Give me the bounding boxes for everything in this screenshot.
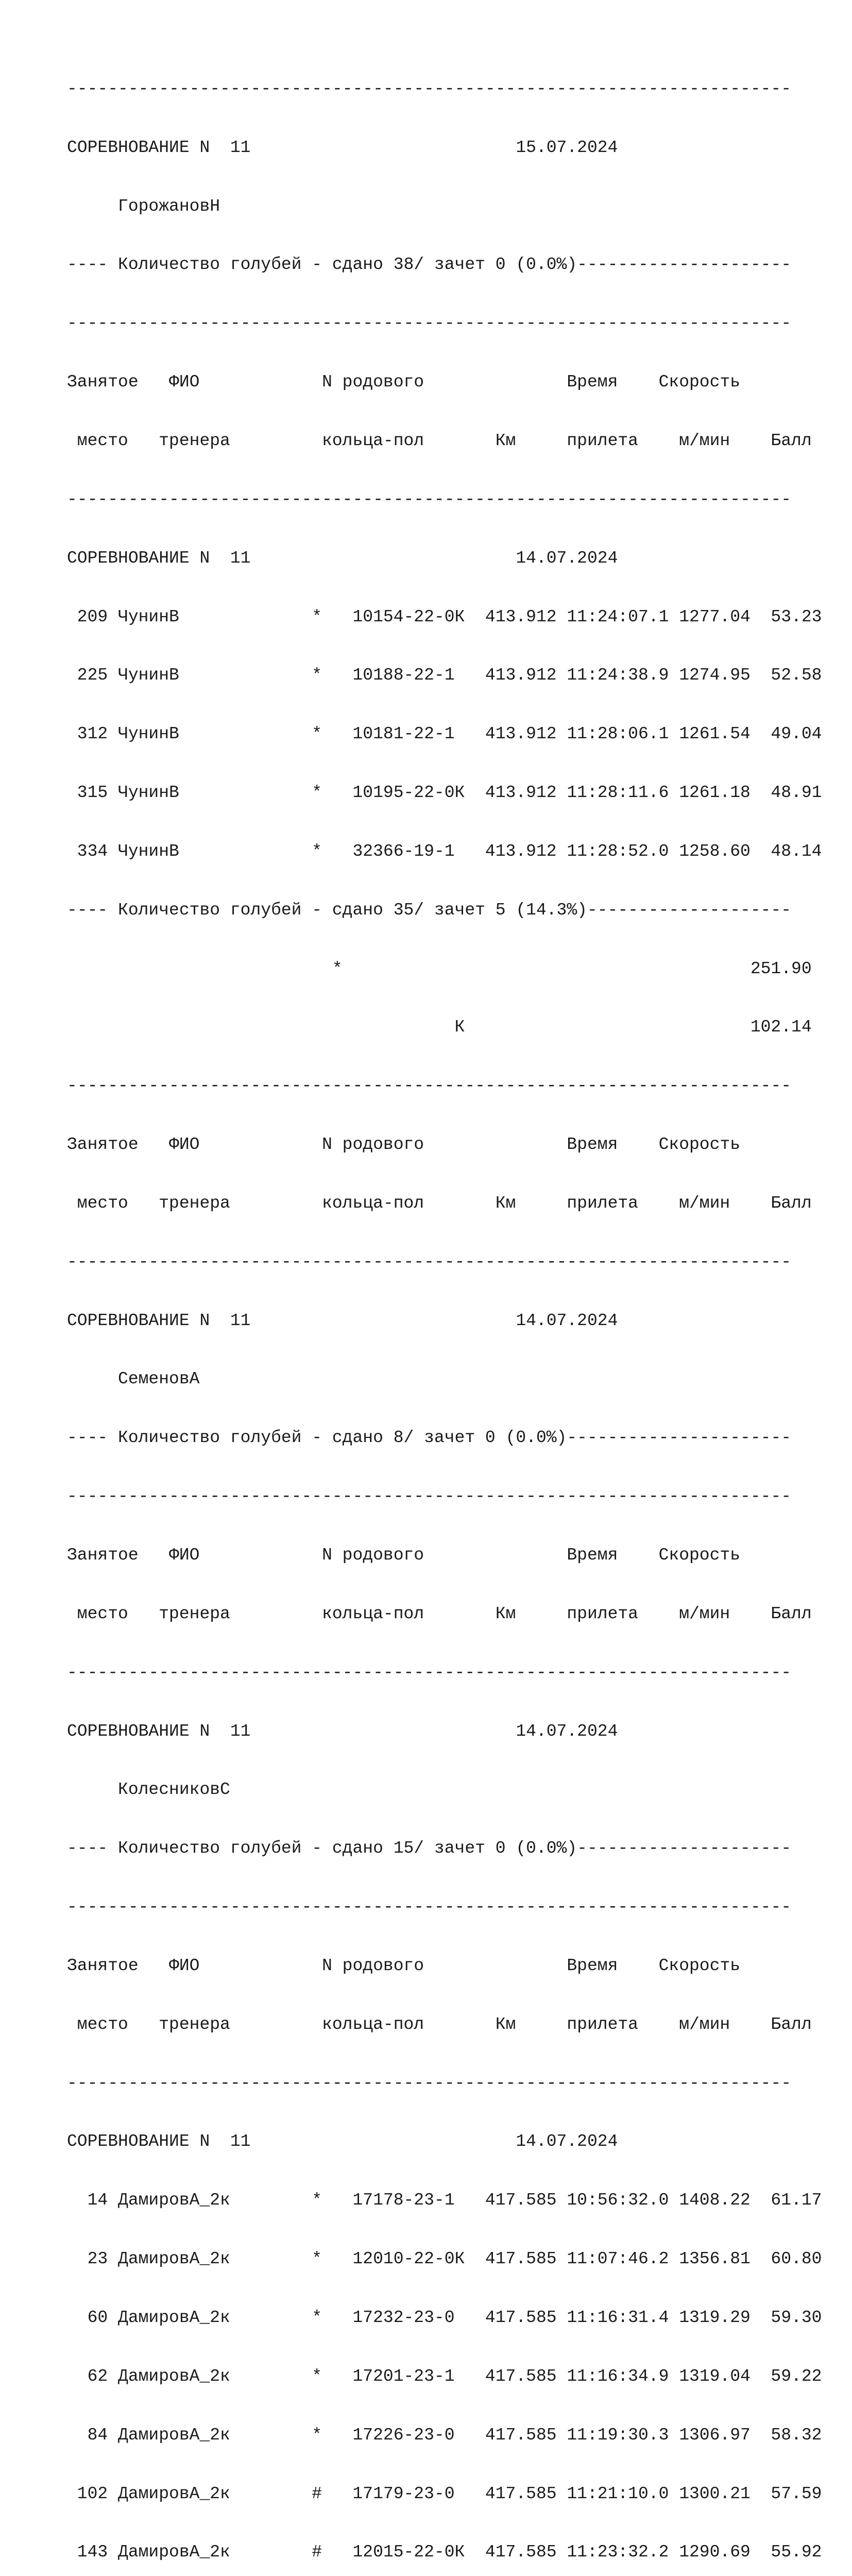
- score-total-star: * 251.90: [67, 959, 812, 978]
- result-row: 14 ДамировА_2к * 17178-23-1 417.585 10:56:32.0 1408.22 61.17: [67, 2191, 822, 2210]
- result-row: 334 ЧунинВ * 32366-19-1 413.912 11:28:52.0 1258.60 48.14: [67, 841, 822, 861]
- column-headers-row1: Занятое ФИО N родового Время Скорость: [67, 1135, 741, 1155]
- result-row: 62 ДамировА_2к * 17201-23-1 417.585 11:16:34.9 1319.04 59.22: [67, 2366, 822, 2386]
- pigeon-count-summary: ---- Количество голубей - сдано 38/ зачет 0 (0.0%)---------------------: [67, 255, 792, 275]
- result-row: 84 ДамировА_2к * 17226-23-0 417.585 11:19:30.3 1306.97 58.32: [67, 2425, 822, 2445]
- result-row: 23 ДамировА_2к * 12010-22-0К 417.585 11:07:46.2 1356.81 60.80: [67, 2249, 822, 2269]
- competition-header: СОРЕВНОВАНИЕ N 11 15.07.2024: [67, 138, 618, 157]
- trainer-name: КолесниковС: [67, 1780, 230, 1800]
- column-headers-row1: Занятое ФИО N родового Время Скорость: [67, 1546, 741, 1565]
- competition-header: СОРЕВНОВАНИЕ N 11 14.07.2024: [67, 2132, 618, 2151]
- divider-line: -----------------------------------------------------------------------: [67, 489, 792, 509]
- divider-line: -----------------------------------------------------------------------: [67, 314, 792, 333]
- column-headers-row2: место тренера кольца-пол Км прилета м/мин Балл: [67, 1193, 812, 1213]
- results-sheet: [67, 40, 822, 2576]
- column-headers-row2: место тренера кольца-пол Км прилета м/мин Балл: [67, 431, 812, 450]
- result-row: 102 ДамировА_2к # 17179-23-0 417.585 11:21:10.0 1300.21 57.59: [67, 2484, 822, 2503]
- divider-line: -----------------------------------------------------------------------: [67, 1487, 792, 1506]
- divider-line: -----------------------------------------------------------------------: [67, 79, 792, 98]
- score-total-k: К 102.14: [67, 1018, 812, 1037]
- result-row: 315 ЧунинВ * 10195-22-0К 413.912 11:28:11.6 1261.18 48.91: [67, 783, 822, 803]
- competition-header: СОРЕВНОВАНИЕ N 11 14.07.2024: [67, 1721, 618, 1741]
- divider-line: -----------------------------------------------------------------------: [67, 2073, 792, 2093]
- divider-line: -----------------------------------------------------------------------: [67, 1663, 792, 1682]
- column-headers-row2: место тренера кольца-пол Км прилета м/мин Балл: [67, 1604, 812, 1623]
- trainer-name: ГорожановН: [67, 196, 220, 216]
- trainer-name: СеменовА: [67, 1369, 200, 1389]
- competition-header: СОРЕВНОВАНИЕ N 11 14.07.2024: [67, 548, 618, 568]
- pigeon-count-summary: ---- Количество голубей - сдано 35/ зачет 5 (14.3%)--------------------: [67, 900, 792, 920]
- competition-header: СОРЕВНОВАНИЕ N 11 14.07.2024: [67, 1311, 618, 1330]
- pigeon-count-summary: ---- Количество голубей - сдано 15/ зачет 0 (0.0%)---------------------: [67, 1839, 792, 1858]
- column-headers-row2: место тренера кольца-пол Км прилета м/мин Балл: [67, 2014, 812, 2034]
- divider-line: -----------------------------------------------------------------------: [67, 1897, 792, 1917]
- result-row: 225 ЧунинВ * 10188-22-1 413.912 11:24:38.9 1274.95 52.58: [67, 666, 822, 685]
- column-headers-row1: Занятое ФИО N родового Время Скорость: [67, 372, 741, 392]
- divider-line: -----------------------------------------------------------------------: [67, 1076, 792, 1096]
- result-row: 312 ЧунинВ * 10181-22-1 413.912 11:28:06.1 1261.54 49.04: [67, 724, 822, 744]
- pigeon-count-summary: ---- Количество голубей - сдано 8/ зачет 0 (0.0%)----------------------: [67, 1428, 792, 1448]
- result-row: 209 ЧунинВ * 10154-22-0К 413.912 11:24:07.1 1277.04 53.23: [67, 607, 822, 626]
- divider-line: -----------------------------------------------------------------------: [67, 1252, 792, 1272]
- result-row: 143 ДамировА_2к # 12015-22-0К 417.585 11:23:32.2 1290.69 55.92: [67, 2543, 822, 2562]
- column-headers-row1: Занятое ФИО N родового Время Скорость: [67, 1956, 741, 1975]
- result-row: 60 ДамировА_2к * 17232-23-0 417.585 11:16:31.4 1319.29 59.30: [67, 2308, 822, 2327]
